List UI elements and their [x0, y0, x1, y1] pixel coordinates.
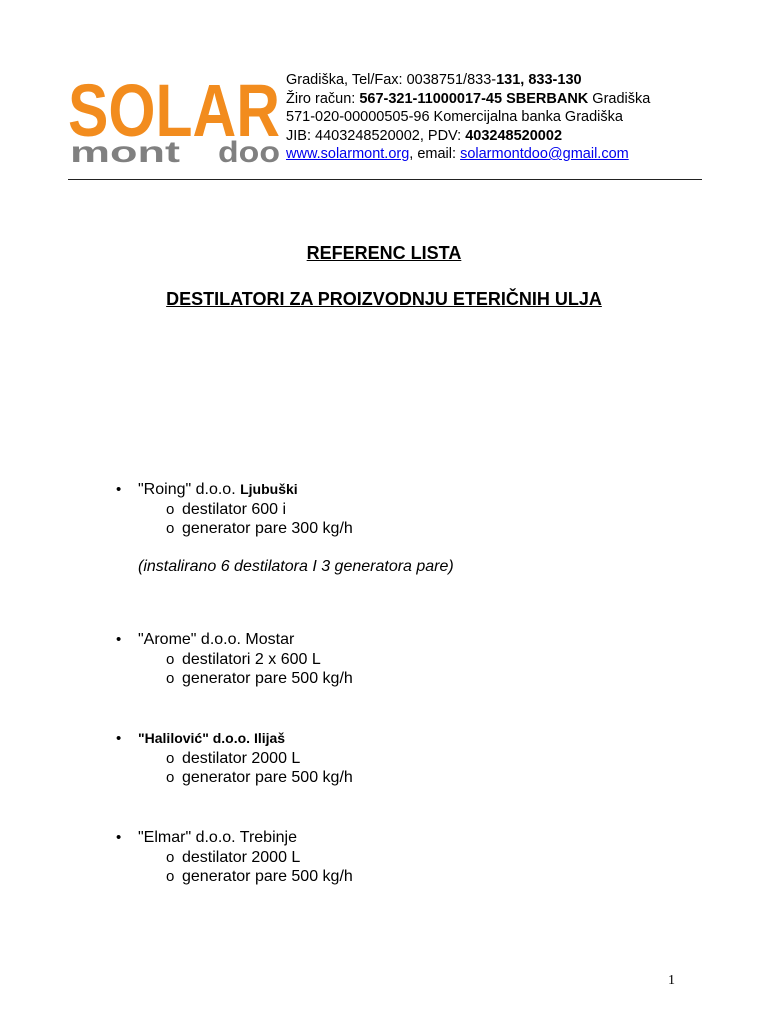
reference-item: o destilator 2000 L: [166, 848, 301, 866]
header-line-bank: 571-020-00000505-96 Komercijalna banka Gradiška: [286, 109, 623, 125]
sub-bullet: o: [166, 769, 175, 786]
reference-entry: [116, 480, 454, 576]
reference-note: (instalirano 6 destilatora I 3 generatora pare): [138, 557, 454, 575]
sub-bullet: o: [166, 749, 175, 767]
logo-sub-text-left: mont: [70, 136, 180, 168]
sub-bullet: o: [166, 670, 175, 687]
reference-item: o generator pare 500 kg/h: [166, 868, 353, 885]
email-link[interactable]: solarmontdoo@gmail.com: [460, 146, 629, 162]
company-logo: [68, 72, 284, 168]
reference-client: • "Elmar" d.o.o. Trebinje: [116, 829, 297, 846]
bullet: •: [116, 481, 122, 498]
reference-client: • "Roing" d.o.o. Ljubuški: [116, 481, 298, 498]
header-divider: [68, 179, 702, 180]
logo-sub-text-right: doo: [218, 136, 280, 168]
bullet: •: [116, 631, 122, 648]
reference-item: o generator pare 300 kg/h: [166, 520, 353, 537]
website-link[interactable]: www.solarmont.org: [286, 146, 410, 162]
header-line-phone: Gradiška, Tel/Fax: 0038751/833-131, 833-130: [286, 72, 582, 88]
sub-bullet: o: [166, 848, 175, 866]
sub-bullet: o: [166, 520, 175, 537]
sub-bullet: o: [166, 500, 175, 518]
reference-item: o destilator 2000 L: [166, 749, 301, 767]
sub-bullet: o: [166, 868, 175, 885]
reference-entry: [116, 828, 353, 887]
header-line-web: www.solarmont.org, email: solarmontdoo@gmail.com: [286, 146, 629, 162]
company-contact-info: [286, 71, 650, 164]
reference-client: • "Halilović" d.o.o. Ilijaš: [116, 730, 286, 747]
page-number: 1: [668, 973, 675, 988]
sub-bullet: o: [166, 650, 175, 668]
reference-item: o generator pare 500 kg/h: [166, 670, 353, 687]
header-line-tax: JIB: 4403248520002, PDV: 403248520002: [286, 127, 563, 144]
reference-item: o generator pare 500 kg/h: [166, 769, 353, 786]
header-line-account: Žiro račun: 567-321-11000017-45 SBERBANK Gradiška: [286, 90, 651, 107]
document-subtitle: DESTILATORI ZA PROIZVODNJU ETERIČNIH ULJA: [166, 289, 602, 309]
bullet: •: [116, 730, 122, 747]
reference-item: o destilatori 2 x 600 L: [166, 650, 321, 668]
reference-client: • "Arome" d.o.o. Mostar: [116, 631, 295, 648]
reference-entry: [116, 729, 353, 788]
document-title: REFERENC LISTA: [306, 243, 462, 263]
logo-main-text: SOLAR: [68, 72, 280, 152]
bullet: •: [116, 829, 122, 846]
reference-item: o destilator 600 i: [166, 500, 287, 518]
reference-entry: [116, 630, 353, 689]
